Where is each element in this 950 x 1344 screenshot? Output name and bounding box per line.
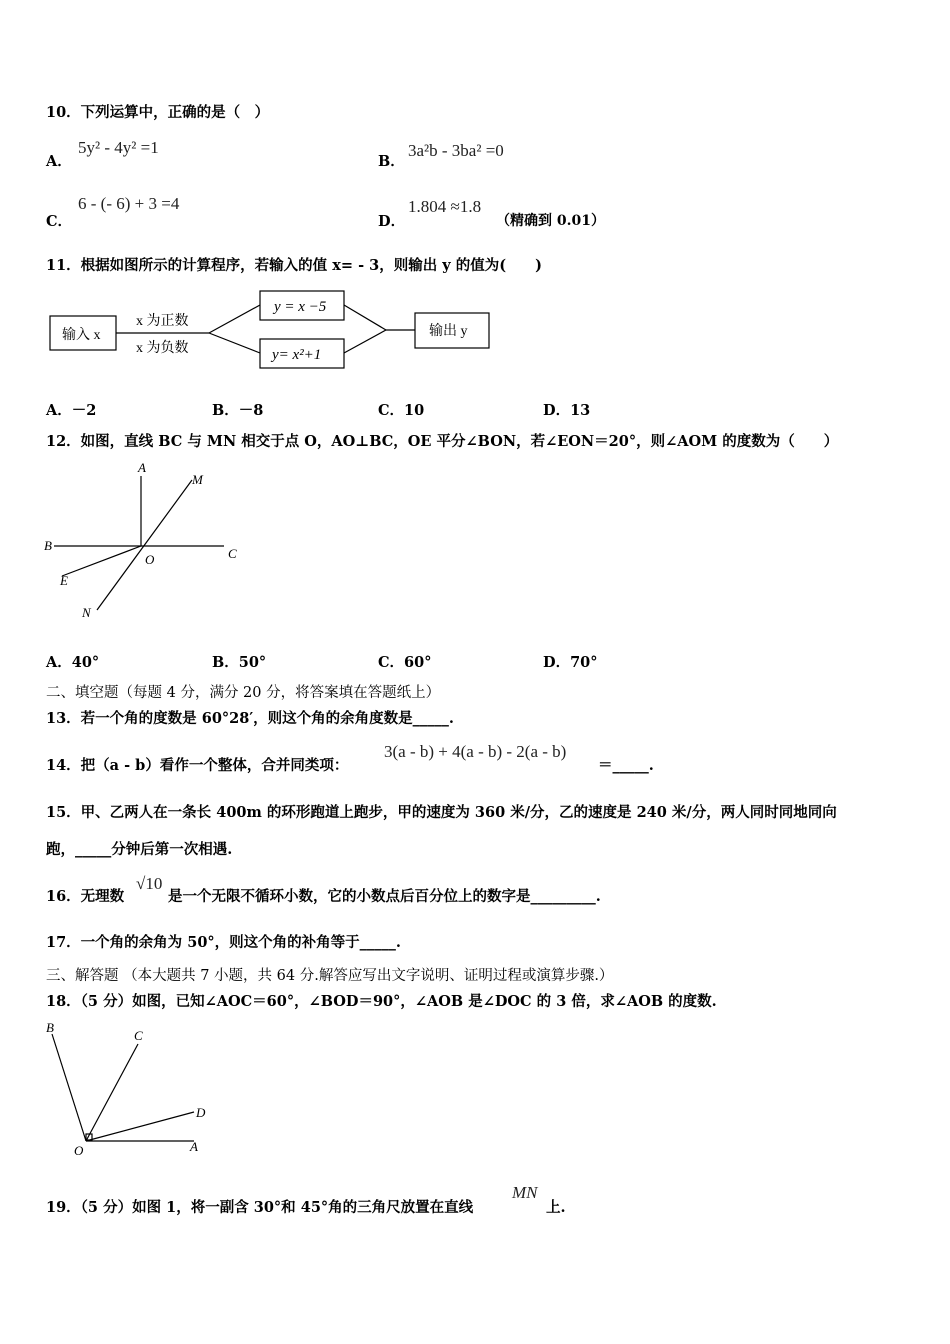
q11-option-c: C．10 <box>378 402 425 419</box>
q14-suffix: ＝_____. <box>598 757 654 774</box>
q13-text: 13．若一个角的度数是 60°28′，则这个角的余角度数是_____. <box>46 710 454 727</box>
q16-expression: √10 <box>136 874 163 893</box>
q12-stem: 12．如图，直线 BC 与 MN 相交于点 O，AO⊥BC，OE 平分∠BON，若∠EON＝20°，则∠AOM 的度数为（ ） <box>46 433 839 450</box>
q10-option-b-label: B． <box>378 153 405 170</box>
section-2-heading: 二、填空题（每题 4 分，满分 20 分，将答案填在答题纸上） <box>46 685 441 701</box>
q18-stem: 18．（5 分）如图，已知∠AOC＝60°，∠BOD＝90°，∠AOB 是∠DOC 的 3 倍，求∠AOB 的度数. <box>46 993 717 1010</box>
flow-lower-condition: x 为负数 <box>136 341 189 356</box>
flow-upper-condition: x 为正数 <box>136 314 189 329</box>
q12-option-c: C．60° <box>378 654 432 671</box>
q11-flowchart <box>44 284 494 374</box>
q12-label-a: A <box>138 460 146 475</box>
q10-option-b-expr: 3a²b - 3ba² =0 <box>408 141 504 160</box>
flow-upper-formula: y = x −5 <box>274 299 327 315</box>
q19-suffix: 上. <box>546 1199 566 1216</box>
q12-option-d: D．70° <box>543 654 598 671</box>
flow-output-label: 输出 y <box>429 324 468 339</box>
q12-label-e: E <box>60 573 68 588</box>
section-3-heading: 三、解答题 （本大题共 7 小题，共 64 分.解答应写出文字说明、证明过程或演算步骤.） <box>46 968 614 984</box>
q18-figure <box>44 1020 214 1160</box>
flow-input-label: 输入 x <box>62 328 101 343</box>
q12-label-m: M <box>192 472 203 487</box>
q18-label-d: D <box>196 1105 206 1120</box>
q15-line-1: 15．甲、乙两人在一条长 400m 的环形跑道上跑步，甲的速度为 360 米/分，乙的速度是 240 米/分，两人同时同地同向 <box>46 804 837 821</box>
q17-text: 17．一个角的余角为 50°，则这个角的补角等于_____. <box>46 934 401 951</box>
q19-prefix: 19．（5 分）如图 1，将一副含 30°和 45°角的三角尺放置在直线 <box>46 1199 474 1216</box>
q10-option-d-label: D． <box>378 213 406 230</box>
q14-expression: 3(a - b) + 4(a - b) - 2(a - b) <box>384 742 567 761</box>
q12-label-b: B <box>44 538 52 553</box>
q10-option-d-expr: 1.804 ≈1.8 <box>408 197 482 216</box>
q12-label-n: N <box>82 605 91 620</box>
q19-expression: MN <box>512 1183 538 1202</box>
q12-option-b: B．50° <box>212 654 267 671</box>
q10-option-a-expr: 5y² - 4y² =1 <box>78 138 159 157</box>
q10-option-d-note: （精确到 0.01） <box>496 213 605 229</box>
q10-option-a-label: A． <box>46 153 72 170</box>
q12-figure <box>44 458 244 623</box>
q14-prefix: 14．把（a - b）看作一个整体，合并同类项： <box>46 757 349 774</box>
q16-prefix: 16．无理数 <box>46 888 125 905</box>
q10-stem: 10．下列运算中，正确的是（ ） <box>46 104 270 121</box>
flow-lower-formula: y= x²+1 <box>272 347 322 363</box>
q12-label-c: C <box>228 546 237 561</box>
q18-label-c: C <box>134 1028 143 1043</box>
q10-option-c-label: C． <box>46 213 73 230</box>
q18-label-a: A <box>190 1139 198 1154</box>
q18-label-b: B <box>46 1020 54 1035</box>
q18-label-o: O <box>74 1143 84 1158</box>
q11-stem: 11．根据如图所示的计算程序，若输入的值 x= - 3，则输出 y 的值为( ) <box>46 257 542 274</box>
q12-option-a: A．40° <box>46 654 100 671</box>
q16-suffix: 是一个无限不循环小数，它的小数点后百分位上的数字是_________. <box>168 888 601 905</box>
q11-option-d: D．13 <box>543 402 591 419</box>
q12-label-o: O <box>145 552 155 567</box>
q11-option-b: B．－8 <box>212 402 264 419</box>
q11-option-a: A．－2 <box>46 402 97 419</box>
q10-option-c-expr: 6 - (- 6) + 3 =4 <box>78 194 180 213</box>
q15-line-2: 跑，_____分钟后第一次相遇. <box>46 841 233 858</box>
